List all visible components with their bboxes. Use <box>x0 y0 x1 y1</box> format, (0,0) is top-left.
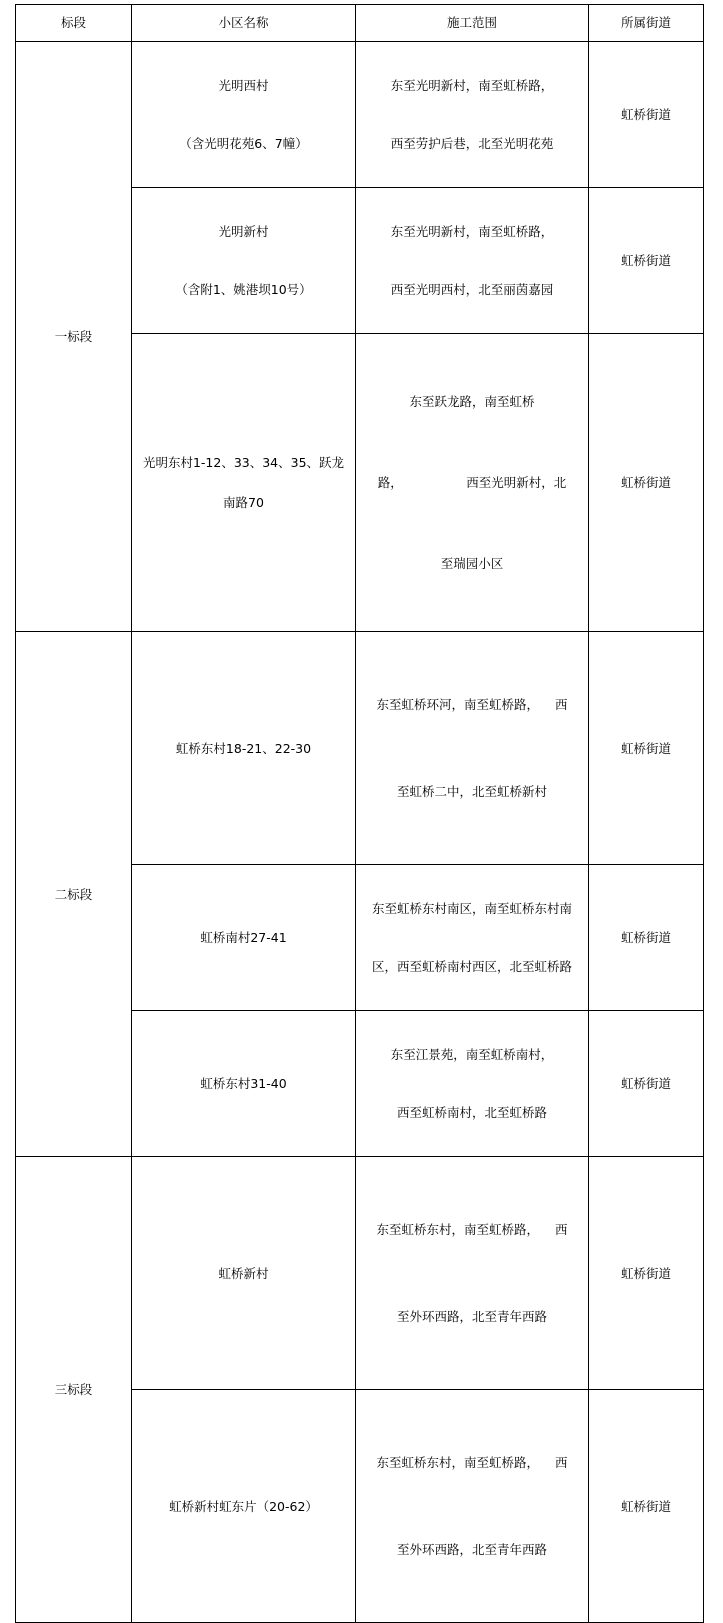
community-name: 光明新村 （含附1、姚港坝10号） <box>132 188 356 334</box>
construction-scope: 东至虹桥东村，南至虹桥路， 西 至外环西路，北至青年西路 <box>356 1390 589 1623</box>
table-header-row <box>16 5 704 42</box>
community-name: 虹桥新村 <box>132 1157 356 1390</box>
header-street: 所属街道 <box>589 5 704 42</box>
construction-scope: 东至虹桥东村南区，南至虹桥东村南 区，西至虹桥南村西区，北至虹桥路 <box>356 865 589 1011</box>
community-name: 虹桥东村31-40 <box>132 1011 356 1157</box>
construction-scope: 东至光明新村，南至虹桥路， 西至光明西村，北至丽茵嘉园 <box>356 188 589 334</box>
community-name: 光明东村1-12、33、34、35、跃龙 南路70 <box>132 334 356 632</box>
community-name: 光明西村 （含光明花苑6、7幢） <box>132 42 356 188</box>
street-name: 虹桥街道 <box>589 1157 704 1390</box>
construction-table <box>15 4 704 1623</box>
header-community: 小区名称 <box>132 5 356 42</box>
street-name: 虹桥街道 <box>589 334 704 632</box>
community-name: 虹桥南村27-41 <box>132 865 356 1011</box>
street-name: 虹桥街道 <box>589 865 704 1011</box>
construction-scope: 东至跃龙路，南至虹桥 路， 西至光明新村，北 至瑞园小区 <box>356 334 589 632</box>
street-name: 虹桥街道 <box>589 632 704 865</box>
section-name: 三标段 <box>16 1157 132 1623</box>
section-name: 一标段 <box>16 42 132 632</box>
community-name: 虹桥东村18-21、22-30 <box>132 632 356 865</box>
table-row <box>16 42 704 188</box>
header-section: 标段 <box>16 5 132 42</box>
section-name: 二标段 <box>16 632 132 1157</box>
table-row <box>16 1157 704 1390</box>
table-row <box>16 632 704 865</box>
construction-scope: 东至虹桥东村，南至虹桥路， 西 至外环西路，北至青年西路 <box>356 1157 589 1390</box>
construction-scope: 东至虹桥环河，南至虹桥路， 西 至虹桥二中，北至虹桥新村 <box>356 632 589 865</box>
street-name: 虹桥街道 <box>589 42 704 188</box>
street-name: 虹桥街道 <box>589 1011 704 1157</box>
street-name: 虹桥街道 <box>589 188 704 334</box>
street-name: 虹桥街道 <box>589 1390 704 1623</box>
construction-scope: 东至江景苑，南至虹桥南村， 西至虹桥南村，北至虹桥路 <box>356 1011 589 1157</box>
community-name: 虹桥新村虹东片（20-62） <box>132 1390 356 1623</box>
construction-scope: 东至光明新村，南至虹桥路， 西至劳护后巷，北至光明花苑 <box>356 42 589 188</box>
header-scope: 施工范围 <box>356 5 589 42</box>
